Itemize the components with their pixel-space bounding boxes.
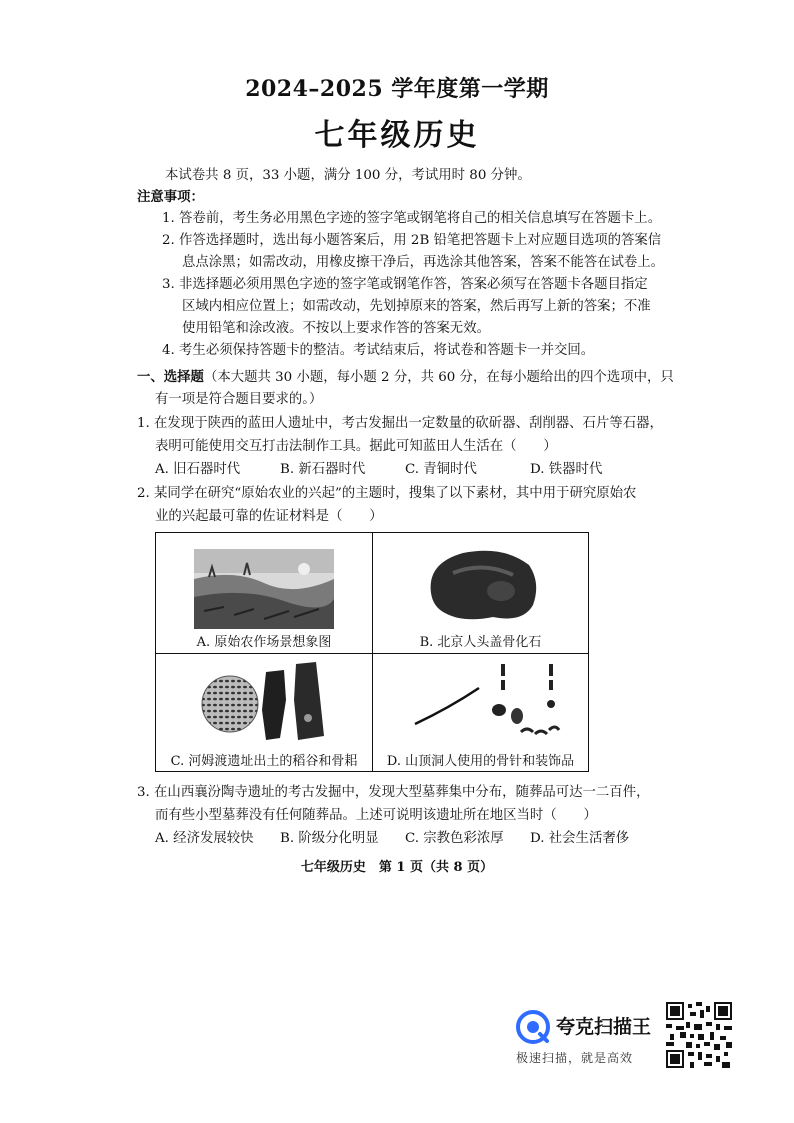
- section-description-cont: 有一项是符合题目要求的。）: [155, 392, 323, 407]
- option-1d: D. 铁器时代: [530, 462, 603, 477]
- option-2c-cell: [156, 654, 372, 771]
- question-2-image-grid: [155, 532, 589, 772]
- section-label: 一、选择题: [137, 369, 204, 385]
- option-2a-cell: [156, 533, 372, 653]
- option-2d-cell: [373, 654, 588, 771]
- notice-line: 4. 考生必须保持答题卡的整洁。考试结束后，将试卷和答题卡一并交回。: [162, 343, 595, 358]
- question-2-stem-cont: 业的兴起最可靠的佐证材料是（ ）: [155, 509, 383, 524]
- question-3-stem: 3. 在山西襄汾陶寺遗址的考古发掘中，发现大型墓葬集中分布，随葬品可达一二百件，: [137, 785, 650, 800]
- section-description: （本大题共 30 小题，每小题 2 分，共 60 分，在每小题给出的四个选项中，只: [203, 370, 674, 385]
- page-title: 七年级历史: [314, 118, 480, 153]
- option-3c: C. 宗教色彩浓厚: [405, 831, 504, 846]
- caption-2b: B. 北京人头盖骨化石: [419, 635, 542, 650]
- caption-2c: C. 河姆渡遗址出土的稻谷和骨耜: [170, 754, 358, 769]
- caption-2d: D. 山顶洞人使用的骨针和装饰品: [386, 754, 575, 769]
- option-1b: B. 新石器时代: [280, 462, 366, 477]
- question-1-stem-cont: 表明可能使用交互打击法制作工具。据此可知蓝田人生活在（ ）: [155, 439, 557, 454]
- notice-line: 息点涂黑；如需改动，用橡皮擦干净后，再选涂其他答案，答案不能答在试卷上。: [182, 255, 665, 270]
- farming-scene-image: [194, 549, 334, 629]
- option-2b-cell: [373, 533, 588, 653]
- question-3-stem-cont: 而有些小型墓葬没有任何随葬品。上述可说明该遗址所在地区当时（ ）: [155, 808, 597, 823]
- skull-fossil-image: [423, 543, 543, 627]
- option-3d: D. 社会生活奢侈: [530, 831, 630, 846]
- question-1-stem: 1. 在发现于陕西的蓝田人遗址中，考古发掘出一定数量的砍斫器、刮削器、石片等石器，: [137, 416, 663, 431]
- exam-term-title: 2024–2025 学年度第一学期: [245, 76, 549, 102]
- scanner-logo-icon: [516, 1010, 550, 1044]
- section-heading: [137, 368, 674, 387]
- notice-heading: 注意事项：: [137, 189, 204, 205]
- rice-and-bone-spade-image: [200, 660, 330, 744]
- notice-line: 2. 作答选择题时，选出每小题答案后，用 2B 铅笔把答题卡上对应题目选项的答案信: [162, 233, 662, 248]
- notice-line: 3. 非选择题必须用黑色字迹的签字笔或钢笔作答，答案必须写在答题卡各题目指定: [162, 277, 648, 292]
- page-footer: 七年级历史 第 1 页（共 8 页）: [300, 860, 494, 875]
- question-2-stem: 2. 某同学在研究“原始农业的兴起”的主题时，搜集了以下素材，其中用于研究原始农: [137, 486, 637, 501]
- caption-2a: A. 原始农作场景想象图: [196, 635, 332, 650]
- bone-needle-ornaments-image: [409, 660, 569, 744]
- notice-line: 1. 答卷前，考生务必用黑色字迹的签字笔或钢笔将自己的相关信息填写在答题卡上。: [162, 211, 662, 226]
- scanner-slogan: 极速扫描，就是高效: [516, 1051, 634, 1065]
- qr-code-icon: [666, 1002, 732, 1068]
- option-1a: A. 旧石器时代: [155, 462, 241, 477]
- exam-intro: 本试卷共 8 页，33 小题，满分 100 分，考试用时 80 分钟。: [165, 168, 531, 183]
- option-1c: C. 青铜时代: [405, 462, 477, 477]
- scanner-brand-name: 夸克扫描王: [556, 1016, 652, 1038]
- notice-line: 使用铅笔和涂改液。不按以上要求作答的答案无效。: [182, 321, 490, 336]
- option-3a: A. 经济发展较快: [155, 831, 254, 846]
- notice-line: 区域内相应位置上；如需改动，先划掉原来的答案，然后再写上新的答案；不准: [182, 299, 651, 314]
- option-3b: B. 阶级分化明显: [280, 831, 379, 846]
